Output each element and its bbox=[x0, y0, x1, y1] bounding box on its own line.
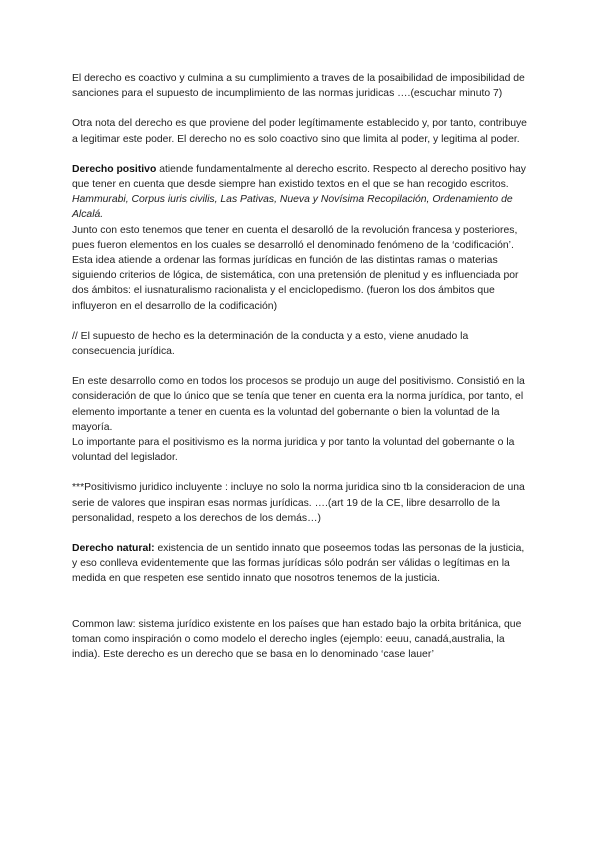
heading-derecho-positivo: Derecho positivo bbox=[72, 163, 157, 175]
paragraph-positivismo-incluyente: ***Positivismo juridico incluyente : incluye no solo la norma juridica sino tb la consideracion de una serie de valores que inspiran esas normas jurídicas. ….(art 19 de la CE, libre desarrollo de la personalidad, respeto a los derechos de los demás…) bbox=[72, 482, 525, 524]
heading-derecho-natural: Derecho natural: bbox=[72, 543, 155, 555]
paragraph-derecho-positivo bbox=[72, 162, 532, 192]
paragraph-common-law: Common law: sistema jurídico existente en los países que han estado bajo la orbita británica, que toman como inspiración o como modelo el derecho ingles (ejemplo: eeuu, canadá,australia, la india). Este derecho es un derecho que se basa en lo denominado ‘case lauer’ bbox=[72, 618, 522, 661]
paragraph-derecho-natural bbox=[72, 541, 532, 587]
historical-texts-list: Hammurabi, Corpus iuris civilis, Las Pativas, Nueva y Novísima Recopilación, Ordenamiento de Alcalá. bbox=[72, 194, 513, 221]
paragraph-positivismo: En este desarrollo como en todos los procesos se produjo un auge del positivismo. Consistió en la consideración de que lo único que se tenía que tener en cuenta era la norma jurídica, por tanto, el elemento importante a tener en cuenta es la voluntad del gobernante o bien la voluntad de la mayoría. bbox=[72, 376, 525, 433]
derecho-natural-text: existencia de un sentido innato que poseemos todas las personas de la justicia, y eso conlleva evidentemente que las formas jurídicas sólo podrán ser válidas o legítimas en la medida en que respeten ese sentido innato que nosotros tenemos de la justicia. bbox=[72, 543, 525, 585]
paragraph-historical-texts bbox=[72, 192, 532, 222]
derecho-positivo-text: atiende fundamentalmente al derecho escrito. Respecto al derecho positivo hay que tener en cuenta que desde siempre han existido textos en el que se han recogido escritos. bbox=[72, 163, 526, 191]
paragraph-positivismo-norma: Lo importante para el positivismo es la norma juridica y por tanto la voluntad del gobernante o la voluntad del legislador. bbox=[72, 437, 515, 464]
document-body bbox=[72, 71, 532, 662]
paragraph-poder: Otra nota del derecho es que proviene del poder legítimamente establecido y, por tanto, contribuye a legitimar este poder. El derecho no es solo coactivo sino que limita al poder, y legitima al poder. bbox=[72, 118, 527, 145]
paragraph-coactivo: El derecho es coactivo y culmina a su cumplimiento a traves de la posaibilidad de imposibilidad de sanciones para el supuesto de incumplimiento de las normas juridicas ….(escuchar minuto 7) bbox=[72, 73, 525, 100]
paragraph-supuesto-hecho: // El supuesto de hecho es la determinación de la conducta y a esto, viene anudado la consecuencia jurídica. bbox=[72, 330, 469, 358]
paragraph-codificacion: Junto con esto tenemos que tener en cuenta el desarolló de la revolución francesa y posteriores, pues fueron elementos en los cuales se desarrolló el denominado fenómeno de la ‘codificación’. Esta idea atiende a ordenar las formas jurídicas en función de las distintas ramas o materias siguiendo criterios de lógica, de sistemática, con una pretensión de plenitud y es influenciada por dos ámbitos: el iusnaturalismo racionalista y el enciclopedismo. (fueron los dos ámbitos que influyeron en el desarrollo de la codificación) bbox=[72, 224, 519, 312]
